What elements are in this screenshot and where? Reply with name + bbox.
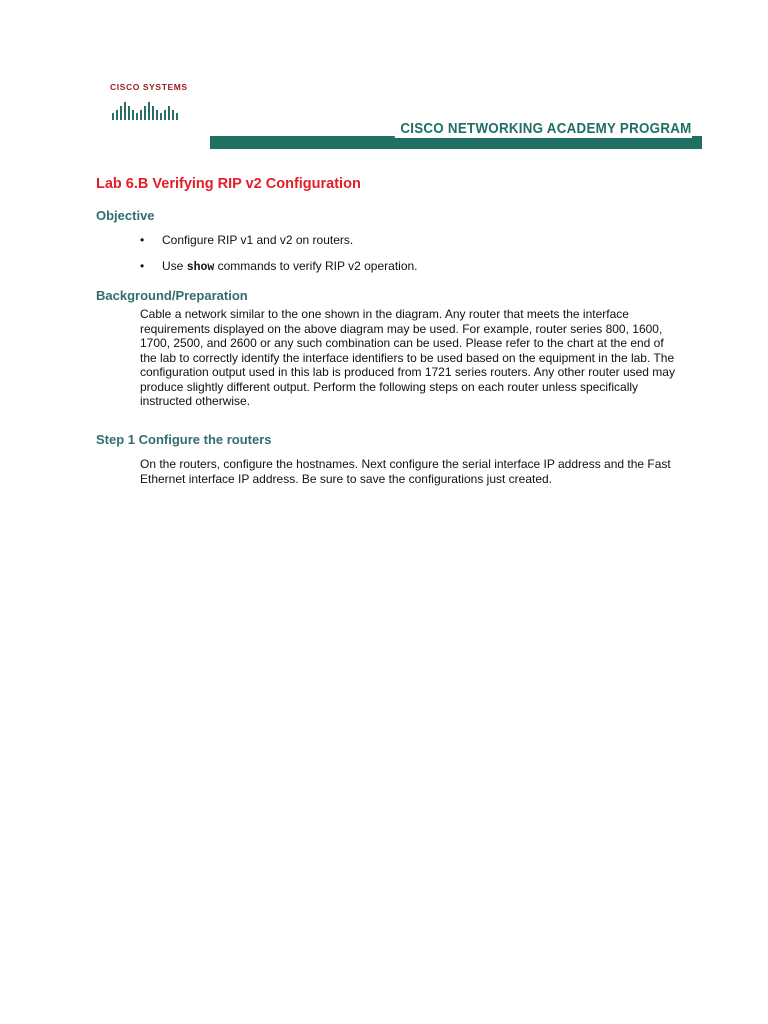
cisco-logo (110, 82, 188, 122)
objective-list (140, 232, 418, 284)
objective-item-1 (140, 232, 418, 258)
step1-line: Ethernet interface IP address. Be sure to save the configurations just created. (140, 471, 553, 486)
cisco-bridge-icon (110, 95, 180, 121)
banner-title: CISCO NETWORKING ACADEMY PROGRAM (395, 120, 692, 138)
background-line: instructed otherwise. (140, 394, 251, 408)
bullet-icon: • (140, 259, 145, 273)
background-line: Cable a network similar to the one shown in the diagram. Any router that meets the interface (140, 307, 629, 321)
background-line: configuration output used in this lab is produced from 1721 series routers. Any other router used may (140, 365, 675, 379)
background-line: the lab to correctly identify the interface identifiers to be used based on the equipment in the lab. The (140, 350, 675, 365)
cisco-logo-text: CISCO SYSTEMS (110, 82, 188, 92)
step1-line: On the routers, configure the hostnames. Next configure the serial interface IP address and the Fast (140, 457, 671, 471)
background-line: 1700, 2500, and 2600 or any such combination can be used. Please refer to the chart at the end of (140, 336, 664, 350)
bullet-icon: • (140, 233, 145, 247)
objective-item-suffix: commands to verify RIP v2 operation. (214, 259, 418, 273)
lab-title: Lab 6.B Verifying RIP v2 Configuration (96, 176, 361, 192)
objective-heading: Objective (96, 208, 155, 223)
objective-item-prefix: Use (162, 259, 187, 273)
background-heading: Background/Preparation (96, 288, 248, 303)
step1-heading: Step 1 Configure the routers (96, 432, 272, 447)
step1-paragraph (140, 457, 720, 486)
show-command: show (186, 261, 215, 274)
objective-item-text: Configure RIP v1 and v2 on routers. (162, 233, 354, 247)
background-paragraph (140, 307, 720, 409)
background-line: produce slightly different output. Perform the following steps on each router unless specifically (140, 379, 639, 394)
objective-item-2 (140, 258, 418, 284)
background-line: requirements displayed on the above diagram may be used. For example, router series 800, 1600, (140, 321, 663, 336)
